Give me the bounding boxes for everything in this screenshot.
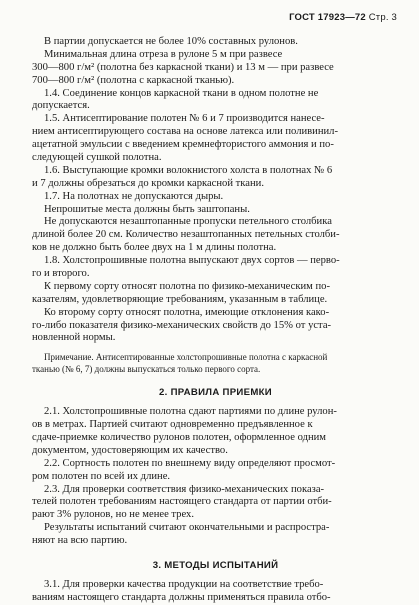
text-line: телей полотен требованиям настоящего стандарта от партии отби- bbox=[32, 496, 332, 508]
text-line: Непрошитые места должны быть заштопаны. bbox=[44, 203, 250, 215]
text-line: Ко второму сорту относят полотна, имеющие отклонения како- bbox=[44, 306, 330, 318]
note-line: тканью (№ 6, 7) должны выпускаться только первого сорта. bbox=[32, 363, 261, 374]
text-line: Не допускаются незаштопанные пропуски петельного столбика bbox=[44, 216, 332, 228]
text-line: ром полотен по всей их длине. bbox=[32, 470, 171, 482]
text-line: 700—800 г/м² (полотна с каркасной тканью). bbox=[32, 74, 235, 86]
text-line: 300—800 г/м² (полотна без каркасной ткани) и 13 м — при развесе bbox=[32, 61, 334, 73]
spacer bbox=[32, 375, 399, 387]
text-line: К первому сорту относят полотна по физико-механическим по- bbox=[44, 280, 330, 292]
text-line: 1.8. Холстопрошивные полотна выпускают двух сортов — перво- bbox=[44, 255, 340, 267]
text-line: казателям, удовлетворяющие требованиям, указанным в таблице. bbox=[32, 293, 328, 305]
text-line: 2.3. Для проверки соответствия физико-механических показа- bbox=[44, 483, 325, 495]
page-header bbox=[289, 12, 397, 23]
note-line: Примечание. Антисептированные холстопрошивные полотна с каркасной bbox=[44, 352, 328, 363]
text-line: нием антисептирующего состава на основе латекса или поливинил- bbox=[32, 126, 338, 138]
text-line: ацетатной эмульсии с введением кремнефтористого аммония и по- bbox=[32, 139, 334, 151]
text-line: 1.7. На полотнах не допускаются дыры. bbox=[44, 190, 224, 202]
text-line: Минимальная длина отреза в рулоне 5 м при развесе bbox=[44, 48, 283, 60]
page-number: Стр. 3 bbox=[368, 12, 397, 23]
text-line: 1.4. Соединение концов каркасной ткани в одном полотне не bbox=[44, 87, 319, 99]
text-line: го-либо показателя физико-механических свойств до 15% от уста- bbox=[32, 319, 332, 331]
spacer bbox=[32, 572, 399, 579]
text-line: рают 3% рулонов, но не менее трех. bbox=[32, 509, 194, 521]
spacer bbox=[32, 345, 399, 352]
text-line: ваниям настоящего стандарта должны применяться правила отбо- bbox=[32, 591, 331, 603]
text-line: Результаты испытаний считают окончательными и распростра- bbox=[44, 522, 330, 534]
text-line: новленной нормы. bbox=[32, 332, 116, 344]
text-line: 1.6. Выступающие кромки волокнистого холста в полотнах № 6 bbox=[44, 164, 333, 176]
spacer bbox=[32, 399, 399, 406]
standard-label: ГОСТ bbox=[289, 12, 315, 23]
text-line: допускается. bbox=[32, 100, 90, 112]
text-line: 2.1. Холстопрошивные полотна сдают партиями по длине рулон- bbox=[44, 406, 337, 418]
standard-number: 17923—72 bbox=[317, 12, 366, 23]
section-heading: 3. МЕТОДЫ ИСПЫТАНИЙ bbox=[152, 559, 279, 571]
text-line: ов в метрах. Партией считают одновременно предъявленное к bbox=[32, 419, 313, 431]
text-line: следующей сушкой полотна. bbox=[32, 152, 162, 164]
text-line: 2.2. Сортность полотен по внешнему виду определяют просмот- bbox=[44, 457, 336, 469]
text-line: 3.1. Для проверки качества продукции на соответствие требо- bbox=[44, 578, 324, 590]
text-line: В партии допускается не более 10% составных рулонов. bbox=[44, 36, 298, 47]
text-line: няют на всю партию. bbox=[32, 535, 128, 547]
section-heading: 2. ПРАВИЛА ПРИЕМКИ bbox=[159, 387, 272, 399]
text-line: и 7 должны обрезаться до кромки каркасной ткани. bbox=[32, 177, 264, 189]
spacer bbox=[32, 548, 399, 560]
text-line: ков не должно быть более двух на 1 м длины полотна. bbox=[32, 242, 277, 254]
text-line: 1.5. Антисептирование полотен № 6 и 7 производится нанесе- bbox=[44, 113, 325, 125]
text-line: документом, удостоверяющим их качество. bbox=[32, 444, 228, 456]
text-line: го и второго. bbox=[32, 268, 90, 280]
text-line: длиной более 20 см. Количество незаштопанных петельных столби- bbox=[32, 229, 340, 241]
text-line: сдаче-приемке количество рулонов полотен, оформленное одним bbox=[32, 431, 327, 443]
document-body bbox=[32, 36, 399, 605]
